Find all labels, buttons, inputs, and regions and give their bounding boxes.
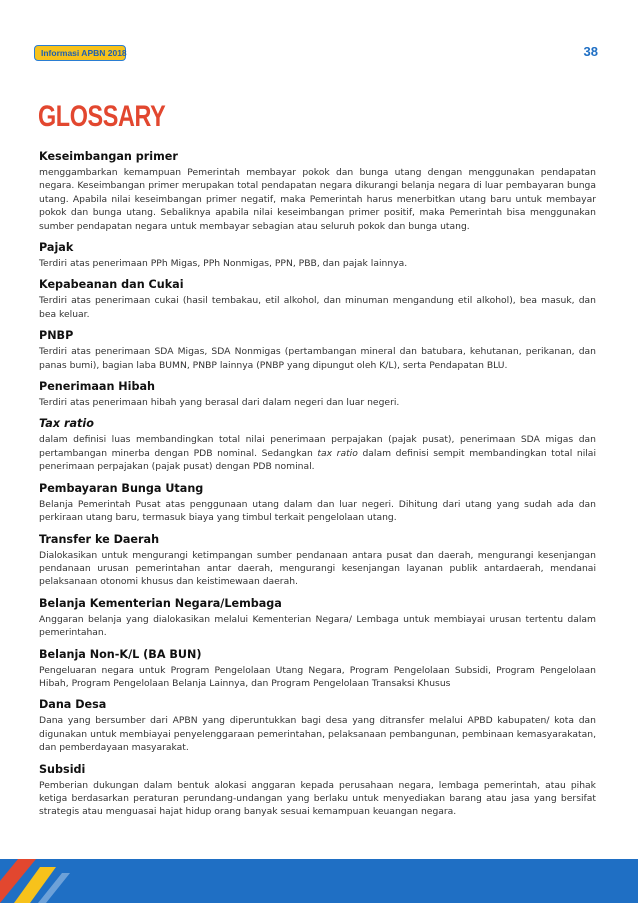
glossary-term: Tax ratio [39, 417, 94, 431]
glossary-definition: Terdiri atas penerimaan PPh Migas, PPh Nonmigas, PPN, PBB, dan pajak lainnya. [39, 258, 408, 270]
glossary-definition: Terdiri atas penerimaan cukai (hasil tembakau, etil alkohol, dan minuman mengandung etil alkohol), bea masuk, dan bea keluar. [39, 295, 596, 320]
glossary-term: Kepabeanan dan Cukai [39, 278, 184, 292]
header-badge-label: Informasi APBN 2018 [41, 48, 127, 58]
glossary-term: Belanja Non-K/L (BA BUN) [39, 647, 202, 661]
glossary-definition: Dana yang bersumber dari APBN yang diperuntukkan bagi desa yang ditransfer melalui APBD kabupaten/ kota dan digunakan untuk membiayai penyelenggaraan pemerintahan, pelaksanaan pembangunan, pembinaan kemasyarakatan, dan pemberdayaan masyarakat. [39, 715, 596, 754]
glossary-definition [39, 433, 596, 473]
glossary-entry [39, 698, 596, 754]
glossary-entry [39, 278, 596, 321]
definition-italic-text: tax ratio [317, 447, 358, 459]
page-number: 38 [583, 44, 598, 59]
definition-text: dalam definisi luas membandingkan total nilai penerimaan perpajakan (pajak pusat), penerimaan SDA migas dan pertambangan minerba dengan PDB nominal. Sedangkan [39, 434, 596, 459]
glossary-definition: Pemberian dukungan dalam bentuk alokasi anggaran kepada perusahaan negara, lembaga pemerintah, atau pihak ketiga berdasarkan peraturan perundang-undangan yang berlaku untuk menyediakan barang atau jasa yang bersifat strategis atau menguasai hajat hidup orang banyak sesuai kemampuan keuangan negara. [39, 779, 596, 818]
glossary-list [39, 150, 596, 827]
definition-text: dalam definisi sempit membandingkan total nilai penerimaan perpajakan (pajak pusat) dengan PDB nominal. [39, 447, 596, 473]
glossary-entry [39, 241, 596, 270]
glossary-entry [39, 648, 596, 691]
glossary-definition: Terdiri atas penerimaan hibah yang berasal dari dalam negeri dan luar negeri. [39, 397, 400, 409]
glossary-entry [39, 597, 596, 640]
glossary-definition: Pengeluaran negara untuk Program Pengelolaan Utang Negara, Program Pengelolaan Subsidi, Program Pengelolaan Hibah, Program Pengelolaan Belanja Lainnya, dan Program Pengelolaan Transaksi Khusus [39, 664, 596, 689]
glossary-term: Subsidi [39, 762, 86, 776]
header-badge [34, 45, 126, 61]
page-title: GLOSSARY [38, 100, 166, 133]
glossary-term: PNBP [39, 329, 74, 343]
glossary-entry [39, 380, 596, 409]
glossary-entry [39, 417, 596, 473]
glossary-term: Belanja Kementerian Negara/Lembaga [39, 596, 282, 610]
footer-stripes-graphic [0, 859, 80, 903]
glossary-definition: menggambarkan kemampuan Pemerintah membayar pokok dan bunga utang dengan menggunakan pendapatan negara. Keseimbangan primer merupakan total pendapatan negara dikurangi belanja negara di luar pembayaran bunga utang. Apabila nilai keseimbangan primer negatif, maka Pemerintah harus menerbitkan utang baru untuk membayar pokok dan bunga utang. Sebaliknya apabila nilai keseimbangan primer positif, maka Pemerintah bisa menggunakan sumber pendapatan negara untuk membayar sebagian atau seluruh pokok dan bunga utang. [39, 167, 596, 232]
glossary-term: Keseimbangan primer [39, 150, 178, 163]
glossary-entry [39, 763, 596, 819]
glossary-entry [39, 329, 596, 372]
glossary-term: Transfer ke Daerah [39, 532, 160, 546]
glossary-entry [39, 482, 596, 525]
footer-bar [0, 859, 638, 903]
glossary-term: Dana Desa [39, 698, 107, 712]
glossary-definition: Terdiri atas penerimaan SDA Migas, SDA Nonmigas (pertambangan mineral dan batubara, kehutanan, perikanan, dan panas bumi), bagian laba BUMN, PNBP lainnya (PNBP yang dipungut oleh K/L), serta Pendapatan BLU. [39, 346, 596, 371]
glossary-definition: Anggaran belanja yang dialokasikan melalui Kementerian Negara/ Lembaga untuk membiayai urusan tertentu dalam pemerintahan. [39, 613, 596, 639]
footer-decoration [0, 859, 80, 903]
glossary-term: Pajak [39, 241, 74, 255]
glossary-entry [39, 533, 596, 589]
glossary-definition: Dialokasikan untuk mengurangi ketimpangan sumber pendanaan antara pusat dan daerah, mengurangi kesenjangan pendanaan urusan pemerintahan antar daerah, mengurangi kesenjangan layanan publik antardaerah, mendanai pelaksanaan otonomi khusus dan keistimewaan daerah. [39, 549, 596, 588]
glossary-term: Pembayaran Bunga Utang [39, 481, 204, 495]
glossary-definition: Belanja Pemerintah Pusat atas penggunaan utang dalam dan luar negeri. Dihitung dari utang yang sudah ada dan perkiraan utang baru, termasuk biaya yang timbul terkait pengelolaan utang. [39, 498, 596, 524]
glossary-term: Penerimaan Hibah [39, 380, 156, 394]
glossary-entry [39, 150, 596, 233]
